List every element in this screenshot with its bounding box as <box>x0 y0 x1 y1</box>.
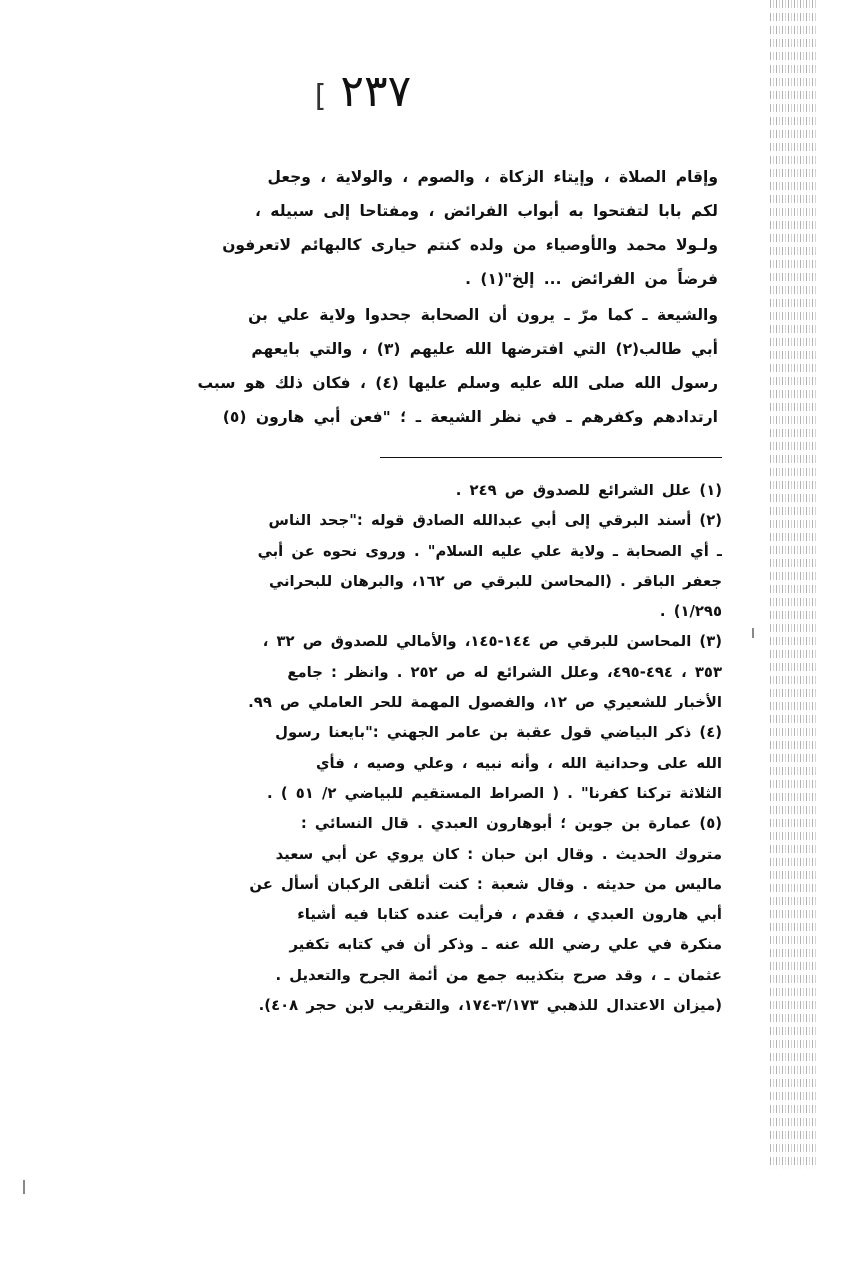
footnote-line: ١/٢٩٥) . <box>659 603 722 621</box>
footnote-line: ـ أي الصحابة ـ ولاية علي عليه السلام" . وروى نحوه عن أبي <box>257 542 722 560</box>
footnote-line: أبي هارون العبدي ، فقدم ، فرأيت عنده كتابا فيه أشياء <box>297 906 722 924</box>
text-line: فرضاً من الفرائض ... إلخ"(١) . <box>465 270 718 288</box>
page-margin-mark: [ <box>314 79 327 114</box>
footnote-line: (١) علل الشرائع للصدوق ص ٢٤٩ . <box>455 482 722 499</box>
text-line: لكم بابا لتفتحوا به أبواب الفرائض ، ومفتاحا إلى سبيله ، <box>255 202 718 220</box>
footnote-line: عثمان ـ ، وقد صرح بتكذيبه جمع من أئمة الجرح والتعديل . <box>275 966 722 984</box>
footnote-line: ٣٥٣ ، ٤٩٤-٤٩٥، وعلل الشرائع له ص ٢٥٢ . وانظر : جامع <box>287 663 722 681</box>
text-line: ولـولا محمد والأوصياء من ولده كنتم حيارى كالبهائم لاتعرفون <box>222 236 718 254</box>
footnote-line: (٣) المحاسن للبرقي ص ١٤٤-١٤٥، والأمالي للصدوق ص ٣٢ ، <box>262 633 722 651</box>
footnote-line: (٤) ذكر البياضي قول عقبة بن عامر الجهني :"بايعنا رسول <box>275 724 722 742</box>
scan-speck <box>23 1180 25 1194</box>
footnote-line: الأخبار للشعيري ص ١٢، والفصول المهمة للحر العاملي ص ٩٩. <box>248 694 722 712</box>
footnote-line: الثلاثة تركنا كفرنا" . ( الصراط المستقيم للبياضي ٢/ ٥١ ) . <box>267 784 722 802</box>
text-line: أبي طالب(٢) التي افترضها الله عليهم (٣) ، والتي بايعهم <box>251 340 718 358</box>
text-line: ارتدادهم وكفرهم ـ في نظر الشيعة ـ ؛ "فعن أبي هارون (٥) <box>222 408 718 426</box>
page-number <box>286 66 436 117</box>
footnote-divider <box>380 457 722 458</box>
footnote-line: (٥) عمارة بن جوين ؛ أبوهارون العبدي . قال النسائي : <box>300 815 722 833</box>
scan-speck <box>752 628 754 638</box>
footnote-line: ماليس من حديثه . وقال شعبة : كنت أتلقى الركبان أسأل عن <box>249 875 722 893</box>
page-number-value: ٢٣٧ <box>340 66 412 117</box>
text-line: رسول الله صلى الله عليه وسلم عليها (٤) ، فكان ذلك هو سبب <box>197 374 718 392</box>
footnotes <box>98 476 722 1021</box>
footnote-line: متروك الحديث . وقال ابن حبان : كان يروي عن أبي سعيد <box>275 845 722 863</box>
footnote-line: جعفر الباقر . (المحاسن للبرقي ص ١٦٢، والبرهان للبحراني <box>269 572 722 590</box>
footnote-line: منكرة في علي رضي الله عنه ـ وذكر أن في كتابه تكفير <box>289 936 722 954</box>
scan-edge-noise <box>770 0 818 1170</box>
footnote-line: الله على وحدانية الله ، وأنه نبيه ، وعلي وصيه ، فأي <box>315 754 722 772</box>
text-line: وإقام الصلاة ، وإيتاء الزكاة ، والصوم ، والولاية ، وجعل <box>267 168 718 186</box>
main-text <box>98 160 718 434</box>
footnote-line: (٢) أسند البرقي إلى أبي عبدالله الصادق قوله :"جحد الناس <box>268 512 722 530</box>
footnote-line: (ميزان الاعتدال للذهبي ٣/١٧٣-١٧٤، والتقريب لابن حجر ٤٠٨). <box>258 997 722 1015</box>
text-line: والشيعة ـ كما مرّ ـ يرون أن الصحابة جحدوا ولاية علي بن <box>248 306 718 324</box>
